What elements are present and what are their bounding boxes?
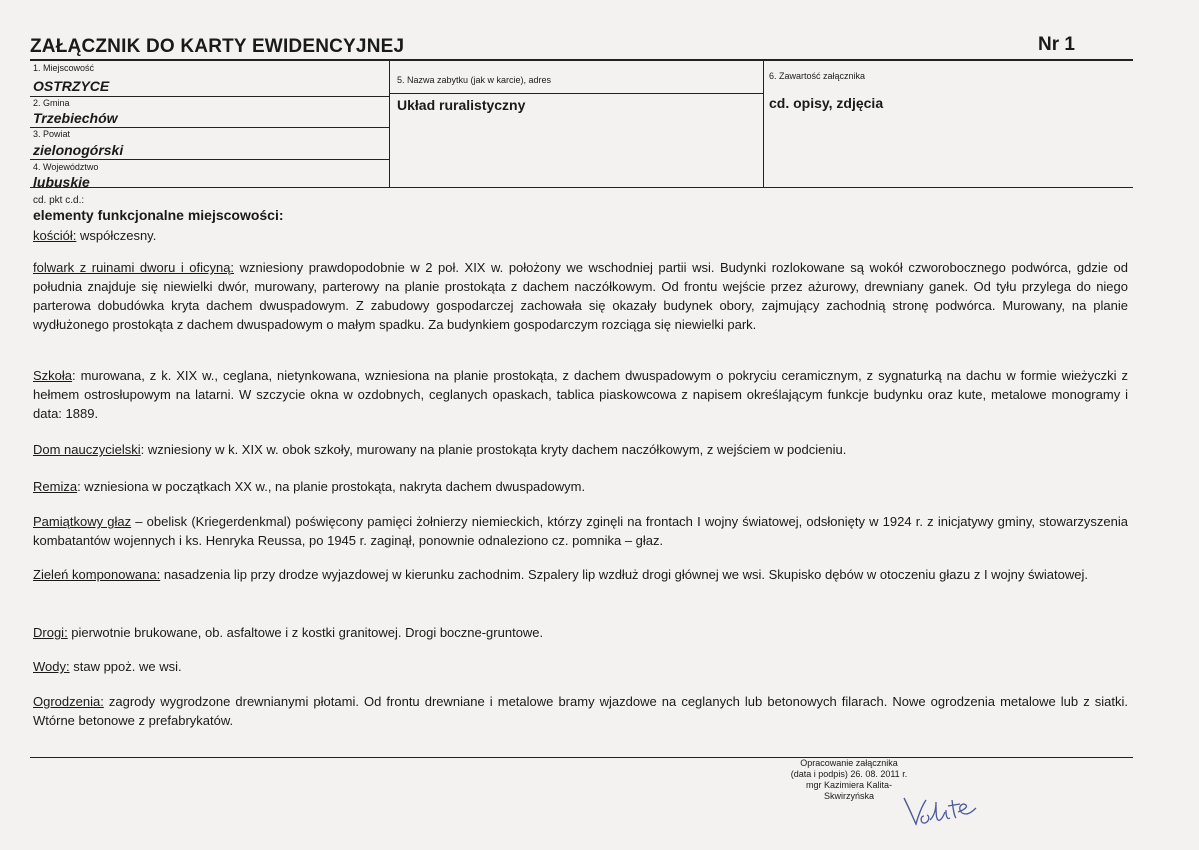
continuation-note: cd. pkt c.d.: <box>33 195 85 206</box>
wojewodztwo-value: lubuskie <box>33 174 90 190</box>
kosciol-label: kościół: <box>33 228 77 243</box>
drogi-text: pierwotnie brukowane, ob. asfaltowe i z kostki granitowej. Drogi boczne-gruntowe. <box>67 625 544 640</box>
zielen-text: nasadzenia lip przy drodze wyjazdowej w kierunku zachodnim. Szpalery lip wzdłuż drogi głównej we wsi. Skupisko dębów w otoczeniu głazu z I wojny światowej. <box>160 567 1088 582</box>
szkola-paragraph <box>33 366 1128 423</box>
preparation-line-3: mgr Kazimiera Kalita- <box>805 780 893 790</box>
footer-rule <box>30 757 1133 758</box>
gmina-label: 2. Gmina <box>33 98 70 108</box>
remiza-text: : wzniesiona w początkach XX w., na planie prostokąta, nakryta dachem dwuspadowym. <box>77 479 586 494</box>
zielen-label: Zieleń komponowana: <box>33 567 161 582</box>
column-divider-1 <box>389 60 390 188</box>
kosciol-paragraph <box>33 226 1128 245</box>
monument-divider <box>390 93 764 94</box>
row-divider-2 <box>30 127 390 128</box>
attachment-title: ZAŁĄCZNIK DO KARTY EWIDENCYJNEJ <box>30 36 405 57</box>
folwark-paragraph <box>33 258 1128 334</box>
folwark-label: folwark z ruinami dworu i oficyną: <box>33 260 235 275</box>
dom-paragraph <box>33 440 1128 459</box>
glaz-label: Pamiątkowy głaz <box>33 514 132 529</box>
folwark-text: wzniesiony prawdopodobnie w 2 poł. XIX w. położony we wschodniej partii wsi. Budynki rozlokowane są wokół czworobocznego podwórca, gdzie od południa znajduje się niewielki dwór, murowany, parterowy na planie prostokąta z dachem naczółkowym. Od frontu wejście przez ażurowy, drewniany ganek. Od tyłu przylega do niego parterowa dobudówka kryta dachem dwuspadowym. Z zabudowy gospodarczej zachowała się okazały budynek obory, zajmujący zachodnią stronę podwórca. Murowany, na planie wydłużonego prostokąta z dachem dwuspadowym o małym spadku. Za budynkiem gospodarczym rozciąga się niewielki park. <box>33 260 1128 332</box>
monument-value: Układ ruralistyczny <box>397 97 526 113</box>
szkola-label: Szkoła <box>33 368 73 383</box>
miejscowosc-label: 1. Miejscowość <box>33 63 95 73</box>
table-top-rule <box>30 59 1133 61</box>
row-divider-1 <box>30 96 390 97</box>
wody-text: staw ppoż. we wsi. <box>69 659 182 674</box>
miejscowosc-value: OSTRZYCE <box>33 78 110 94</box>
szkola-text: : murowana, z k. XIX w., ceglana, nietynkowana, wzniesiona na planie prostokąta, z dachem dwuspadowym o pokryciu ceramicznym, z sygnaturką na dachu w formie wieżyczki z hełmem ostrosłupowym na latarni. W szczycie okna w ozdobnych, ceglanych opaskach, tablica piaskowcowa z napisem określającym funkcje budynku oraz kute, metalowe monogramy i data: 1889. <box>33 368 1128 421</box>
elements-title: elementy funkcjonalne miejscowości: <box>33 207 284 223</box>
glaz-text: – obelisk (Kriegerdenkmal) poświęcony pamięci żołnierzy niemieckich, którzy zginęli na frontach I wojny światowej, odsłonięty w 1924 r. z inicjatywy gminy, stowarzyszenia kombatantów wojennych i ks. Henryka Reussa, po 1945 r. zaginął, ponownie odnaleziono cz. pomnika – głaz. <box>33 514 1128 548</box>
row-divider-3 <box>30 159 390 160</box>
contents-value: cd. opisy, zdjęcia <box>769 95 884 111</box>
handwritten-signature <box>900 780 980 830</box>
wody-label: Wody: <box>33 659 70 674</box>
remiza-paragraph <box>33 477 1128 496</box>
zielen-paragraph <box>33 565 1128 584</box>
preparation-line-4: Skwirzyńska <box>823 791 874 801</box>
drogi-paragraph <box>33 623 1128 642</box>
dom-label: Dom nauczycielski <box>33 442 141 457</box>
gmina-value: Trzebiechów <box>33 110 118 126</box>
kosciol-text: współczesny. <box>76 228 157 243</box>
dom-text: : wzniesiony w k. XIX w. obok szkoły, murowany na planie prostokąta kryty dachem naczółkowym, z wejściem w podcieniu. <box>140 442 847 457</box>
powiat-value: zielonogórski <box>33 142 124 158</box>
ogrodzenia-paragraph <box>33 692 1128 730</box>
preparation-line-1: Opracowanie załącznika <box>800 758 898 768</box>
ogrodzenia-text: zagrody wygrodzone drewnianymi płotami. Od frontu drewniane i metalowe bramy wjazdowe na ceglanych lub betonowych filarach. Nowe ogrodzenia metalowe lub z siatki. Wtórne betonowe z prefabrykatów. <box>33 694 1128 728</box>
wojewodztwo-label: 4. Województwo <box>33 162 99 172</box>
drogi-label: Drogi: <box>33 625 68 640</box>
glaz-paragraph <box>33 512 1128 550</box>
contents-label: 6. Zawartość załącznika <box>769 71 866 81</box>
remiza-label: Remiza <box>33 479 78 494</box>
monument-label: 5. Nazwa zabytku (jak w karcie), adres <box>397 75 552 85</box>
attachment-number: Nr 1 <box>1038 34 1075 55</box>
table-bottom-rule <box>30 187 1133 188</box>
wody-paragraph <box>33 657 1128 676</box>
preparation-line-2: (data i podpis) 26. 08. 2011 r. <box>790 769 908 779</box>
column-divider-2 <box>763 60 764 188</box>
powiat-label: 3. Powiat <box>33 129 71 139</box>
ogrodzenia-label: Ogrodzenia: <box>33 694 104 709</box>
